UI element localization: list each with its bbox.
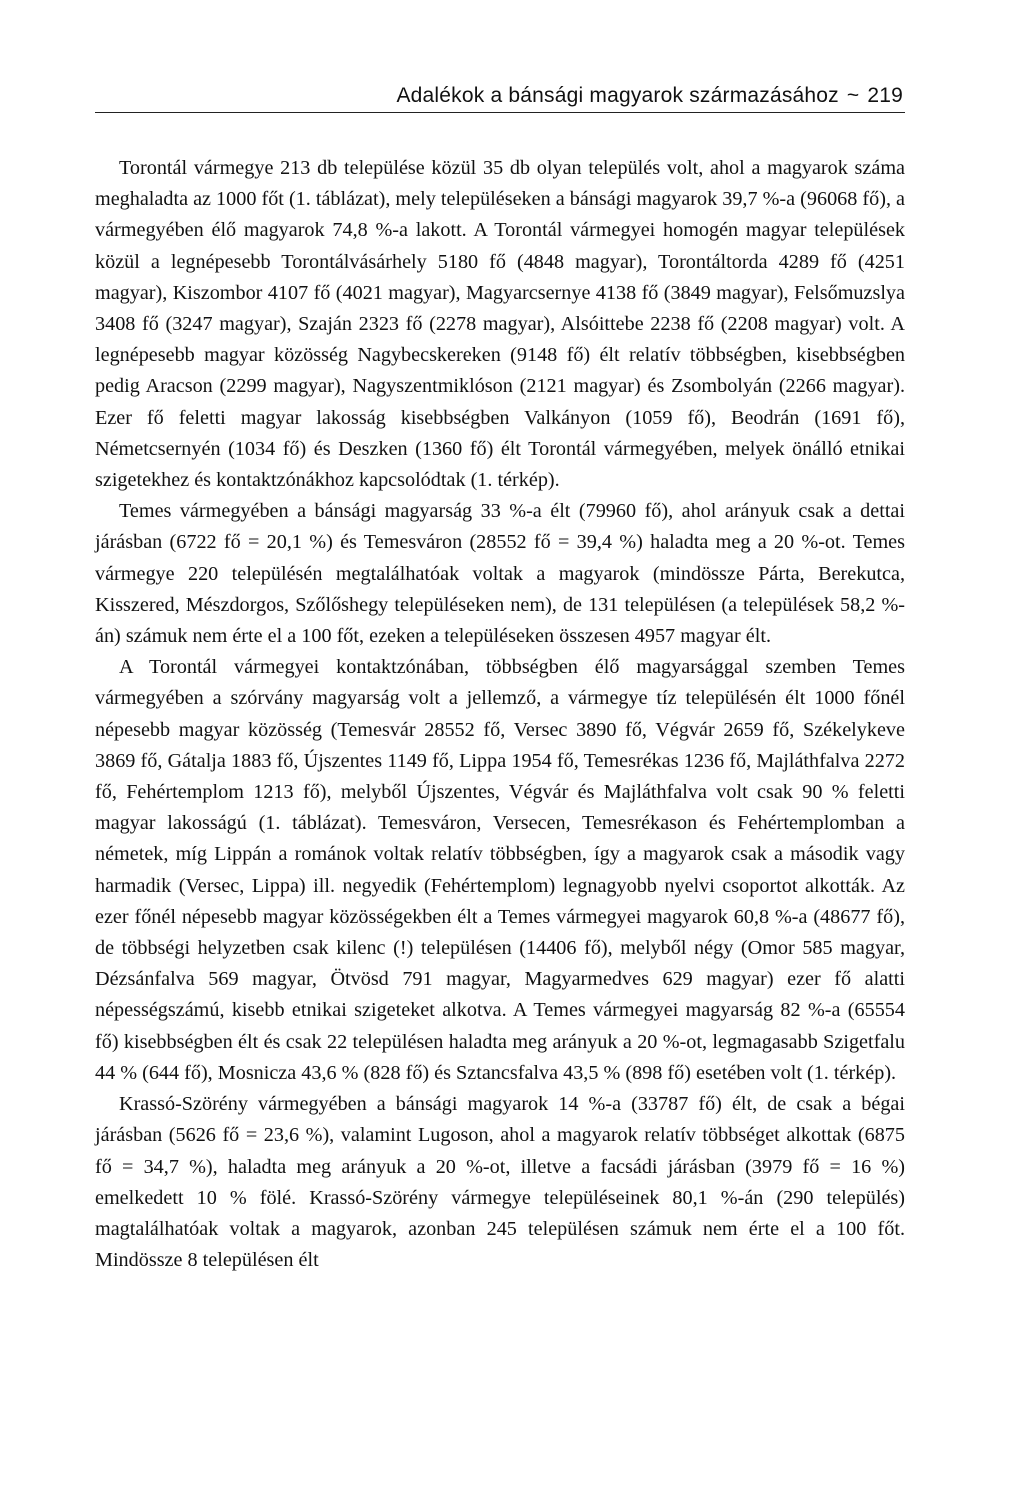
running-head-title: Adalékok a bánsági magyarok származásához [396,84,839,107]
paragraph-torontal: Torontál vármegye 213 db települése közül 35 db olyan település volt, ahol a magyarok száma meghaladta az 1000 főt (1. táblázat), mely településeken a bánsági magyarok 39,7 %-a (96068 fő), a vármegyében élő magyarok 74,8 %-a lakott. A Torontál vármegyei homogén magyar települések közül a legnépesebb Torontálvásárhely 5180 fő (4848 magyar), Torontáltorda 4289 fő (4251 magyar), Kiszombor 4107 fő (4021 magyar), Magyarcsernye 4138 fő (3849 magyar), Felsőmuzslya 3408 fő (3247 magyar), Szaján 2323 fő (2278 magyar), Alsóittebe 2238 fő (2208 magyar) volt. A legnépesebb magyar közösség Nagybecskereken (9148 fő) élt relatív többségben, kisebbségben pedig Aracson (2299 magyar), Nagyszentmiklóson (2121 magyar) és Zsombolyán (2266 magyar). Ezer fő feletti magyar lakosság kisebbségben Valkányon (1059 fő), Beodrán (1691 fő), Németcsernyén (1034 fő) és Deszken (1360 fő) élt Torontál vármegyében, melyek önálló etnikai szigetekhez és kontaktzónákhoz kapcsolódtak (1. térkép). [95,157,905,492]
paragraph-temes-contact-zone: A Torontál vármegyei kontaktzónában, többségben élő magyarsággal szemben Temes vármegyében a szórvány magyarság volt a jellemző, a vármegye tíz településén élt 1000 főnél népesebb magyar közösség (Temesvár 28552 fő, Versec 3890 fő, Végvár 2659 fő, Székelykeve 3869 fő, Gátalja 1883 fő, Újszentes 1149 fő, Lippa 1954 fő, Temesrékas 1236 fő, Majláthfalva 2272 fő, Fehértemplom 1213 fő), melyből Újszentes, Végvár és Majláthfalva volt csak 90 % feletti magyar lakosságú (1. táblázat). Temesváron, Versecen, Temesrékason és Fehértemplomban a németek, míg Lippán a románok voltak relatív többségben, így a magyarok csak a második vagy harmadik (Versec, Lippa) ill. negyedik (Fehértemplom) legnagyobb nyelvi csoportot alkották. Az ezer főnél népesebb magyar közösségekben élt a Temes vármegyei magyarok 60,8 %-a (48677 fő), de többségi helyzetben csak kilenc (!) településen (14406 fő), melyből négy (Omor 585 magyar, Dézsánfalva 569 magyar, Ötvösd 791 magyar, Magyarmedves 629 magyar) ezer fő alatti népességszámú, kisebb etnikai szigeteket alkotva. A Temes vármegyei magyarság 82 %-a (65554 fő) kisebbségben élt és csak 22 településen haladta meg arányuk a 20 %-ot, legmagasabb Szigetfalu 44 % (644 fő), Mosnicza 43,6 % (828 fő) és Sztancsfalva 43,5 % (898 fő) esetében volt (1. térkép). [95,656,905,1084]
paragraph-temes: Temes vármegyében a bánsági magyarság 33 %-a élt (79960 fő), ahol arányuk csak a dettai járásban (6722 fő = 20,1 %) és Temesváron (28552 fő = 39,4 %) haladta meg a 20 %-ot. Temes vármegye 220 településén megtalálhatóak voltak a magyarok (mindössze Párta, Berekutca, Kisszered, Mészdorgos, Szőlőshegy településeken nem), de 131 településen (a települések 58,2 %-án) számuk nem érte el a 100 főt, ezeken a településeken összesen 4957 magyar élt. [95,500,905,648]
paragraph-krasso-szoreny: Krassó-Szörény vármegyében a bánsági magyarok 14 %-a (33787 fő) élt, de csak a bégai járásban (5626 fő = 23,6 %), valamint Lugoson, ahol a magyarok relatív többséget alkottak (6875 fő = 34,7 %), haladta meg arányuk a 20 %-ot, illetve a facsádi járásban (3979 fő = 16 %) emelkedett 10 % fölé. Krassó-Szörény vármegye településeinek 80,1 %-án (290 település) magtalálhatóak voltak a magyarok, azonban 245 településen számuk nem érte el a 100 főt. Mindössze 8 településen élt [95,1093,905,1272]
body-text [95,153,905,1276]
running-head-text [396,84,903,108]
page-number: 219 [867,84,903,107]
page [95,78,905,1276]
running-head-separator: ~ [846,84,860,107]
running-head [95,78,905,113]
